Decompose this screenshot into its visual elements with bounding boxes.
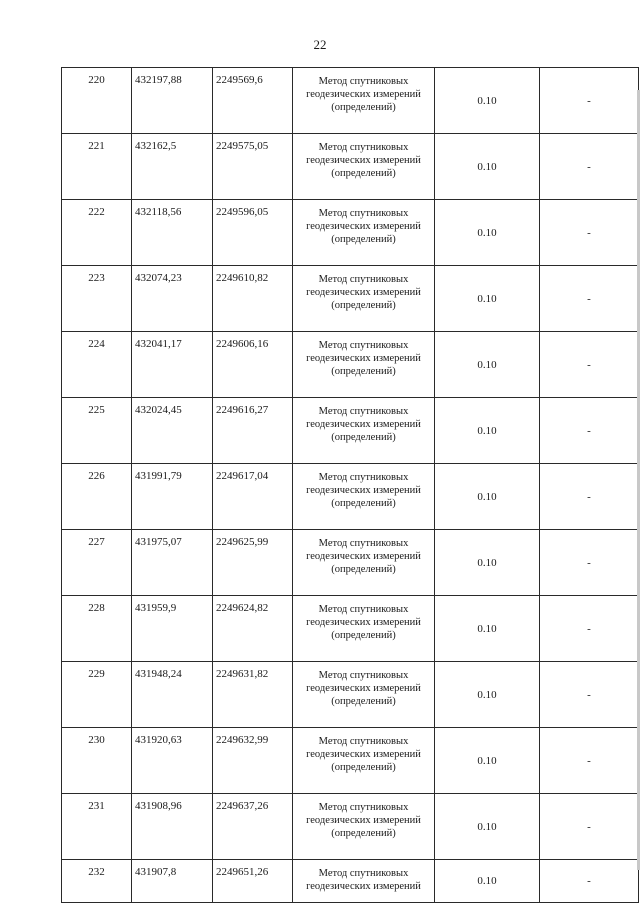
method-text-line: геодезических измерений: [306, 287, 421, 298]
table-row: [62, 464, 639, 530]
accuracy-cell: 0.10: [435, 860, 540, 903]
method-text-line: Метод спутниковых: [318, 274, 409, 285]
extra-cell: -: [540, 860, 639, 903]
accuracy-cell: 0.10: [435, 266, 540, 332]
method-cell: [293, 860, 435, 903]
y-coordinate-cell: 2249625,99: [213, 530, 293, 596]
method-cell: [293, 530, 435, 596]
y-coordinate-cell: 2249575,05: [213, 134, 293, 200]
accuracy-cell: 0.10: [435, 200, 540, 266]
extra-cell: -: [540, 200, 639, 266]
table-row: [62, 68, 639, 134]
method-text-line: Метод спутниковых: [318, 670, 409, 681]
x-coordinate-cell: 431907,8: [132, 860, 213, 903]
method-text-line: геодезических измерений: [306, 617, 421, 628]
method-text-line: (определений): [331, 630, 396, 641]
y-coordinate-cell: 2249624,82: [213, 596, 293, 662]
point-number-cell: 222: [62, 200, 132, 266]
extra-cell: -: [540, 398, 639, 464]
extra-cell: -: [540, 794, 639, 860]
accuracy-cell: 0.10: [435, 398, 540, 464]
point-number-cell: 223: [62, 266, 132, 332]
x-coordinate-cell: 432197,88: [132, 68, 213, 134]
y-coordinate-cell: 2249651,26: [213, 860, 293, 903]
coordinates-table: [61, 67, 639, 903]
method-text-line: Метод спутниковых: [318, 802, 409, 813]
method-text-line: Метод спутниковых: [318, 538, 409, 549]
accuracy-cell: 0.10: [435, 332, 540, 398]
y-coordinate-cell: 2249616,27: [213, 398, 293, 464]
method-text-line: (определений): [331, 234, 396, 245]
y-coordinate-cell: 2249569,6: [213, 68, 293, 134]
accuracy-cell: 0.10: [435, 794, 540, 860]
y-coordinate-cell: 2249637,26: [213, 794, 293, 860]
method-cell: [293, 68, 435, 134]
accuracy-cell: 0.10: [435, 662, 540, 728]
table-row: [62, 200, 639, 266]
x-coordinate-cell: 431920,63: [132, 728, 213, 794]
page-number: 22: [313, 37, 327, 52]
point-number-cell: 229: [62, 662, 132, 728]
y-coordinate-cell: 2249632,99: [213, 728, 293, 794]
point-number-cell: 225: [62, 398, 132, 464]
accuracy-cell: 0.10: [435, 68, 540, 134]
method-text-line: геодезических измерений: [306, 683, 421, 694]
x-coordinate-cell: 431908,96: [132, 794, 213, 860]
x-coordinate-cell: 432118,56: [132, 200, 213, 266]
point-number-cell: 231: [62, 794, 132, 860]
method-text-line: геодезических измерений: [306, 353, 421, 364]
extra-cell: -: [540, 464, 639, 530]
point-number-cell: 228: [62, 596, 132, 662]
method-text-line: геодезических измерений: [306, 881, 421, 892]
table-row: [62, 860, 639, 903]
accuracy-cell: 0.10: [435, 728, 540, 794]
table-row: [62, 728, 639, 794]
extra-cell: -: [540, 332, 639, 398]
point-number-cell: 226: [62, 464, 132, 530]
method-text-line: (определений): [331, 696, 396, 707]
method-text-line: Метод спутниковых: [318, 736, 409, 747]
x-coordinate-cell: 431991,79: [132, 464, 213, 530]
table-row: [62, 266, 639, 332]
table-row: [62, 596, 639, 662]
method-cell: [293, 200, 435, 266]
method-cell: [293, 728, 435, 794]
method-text-line: Метод спутниковых: [318, 340, 409, 351]
accuracy-cell: 0.10: [435, 464, 540, 530]
method-cell: [293, 398, 435, 464]
x-coordinate-cell: 431959,9: [132, 596, 213, 662]
coordinates-table-body: [62, 68, 639, 903]
extra-cell: -: [540, 68, 639, 134]
point-number-cell: 221: [62, 134, 132, 200]
table-row: [62, 332, 639, 398]
method-text-line: Метод спутниковых: [318, 472, 409, 483]
table-row: [62, 794, 639, 860]
method-text-line: (определений): [331, 168, 396, 179]
method-text-line: (определений): [331, 366, 396, 377]
x-coordinate-cell: 432041,17: [132, 332, 213, 398]
accuracy-cell: 0.10: [435, 134, 540, 200]
method-text-line: геодезических измерений: [306, 551, 421, 562]
y-coordinate-cell: 2249610,82: [213, 266, 293, 332]
y-coordinate-cell: 2249606,16: [213, 332, 293, 398]
y-coordinate-cell: 2249631,82: [213, 662, 293, 728]
method-text-line: (определений): [331, 762, 396, 773]
method-text-line: (определений): [331, 498, 396, 509]
method-text-line: Метод спутниковых: [318, 76, 409, 87]
point-number-cell: 232: [62, 860, 132, 903]
method-cell: [293, 596, 435, 662]
method-text-line: геодезических измерений: [306, 749, 421, 760]
method-text-line: (определений): [331, 564, 396, 575]
point-number-cell: 224: [62, 332, 132, 398]
method-text-line: геодезических измерений: [306, 221, 421, 232]
method-text-line: Метод спутниковых: [318, 406, 409, 417]
method-cell: [293, 266, 435, 332]
x-coordinate-cell: 432162,5: [132, 134, 213, 200]
x-coordinate-cell: 432024,45: [132, 398, 213, 464]
method-cell: [293, 662, 435, 728]
method-text-line: (определений): [331, 828, 396, 839]
method-cell: [293, 464, 435, 530]
method-text-line: Метод спутниковых: [318, 604, 409, 615]
x-coordinate-cell: 431948,24: [132, 662, 213, 728]
method-cell: [293, 332, 435, 398]
table-row: [62, 134, 639, 200]
method-cell: [293, 134, 435, 200]
table-row: [62, 662, 639, 728]
table-row: [62, 398, 639, 464]
method-text-line: Метод спутниковых: [318, 208, 409, 219]
method-text-line: (определений): [331, 300, 396, 311]
extra-cell: -: [540, 596, 639, 662]
accuracy-cell: 0.10: [435, 596, 540, 662]
point-number-cell: 230: [62, 728, 132, 794]
method-text-line: геодезических измерений: [306, 815, 421, 826]
method-text-line: (определений): [331, 102, 396, 113]
method-text-line: Метод спутниковых: [318, 868, 409, 879]
extra-cell: -: [540, 134, 639, 200]
extra-cell: -: [540, 662, 639, 728]
y-coordinate-cell: 2249596,05: [213, 200, 293, 266]
extra-cell: -: [540, 728, 639, 794]
method-text-line: геодезических измерений: [306, 419, 421, 430]
table-row: [62, 530, 639, 596]
method-text-line: геодезических измерений: [306, 89, 421, 100]
point-number-cell: 227: [62, 530, 132, 596]
method-text-line: геодезических измерений: [306, 485, 421, 496]
point-number-cell: 220: [62, 68, 132, 134]
method-cell: [293, 794, 435, 860]
x-coordinate-cell: 432074,23: [132, 266, 213, 332]
y-coordinate-cell: 2249617,04: [213, 464, 293, 530]
method-text-line: (определений): [331, 432, 396, 443]
method-text-line: геодезических измерений: [306, 155, 421, 166]
extra-cell: -: [540, 530, 639, 596]
x-coordinate-cell: 431975,07: [132, 530, 213, 596]
accuracy-cell: 0.10: [435, 530, 540, 596]
method-text-line: Метод спутниковых: [318, 142, 409, 153]
extra-cell: -: [540, 266, 639, 332]
